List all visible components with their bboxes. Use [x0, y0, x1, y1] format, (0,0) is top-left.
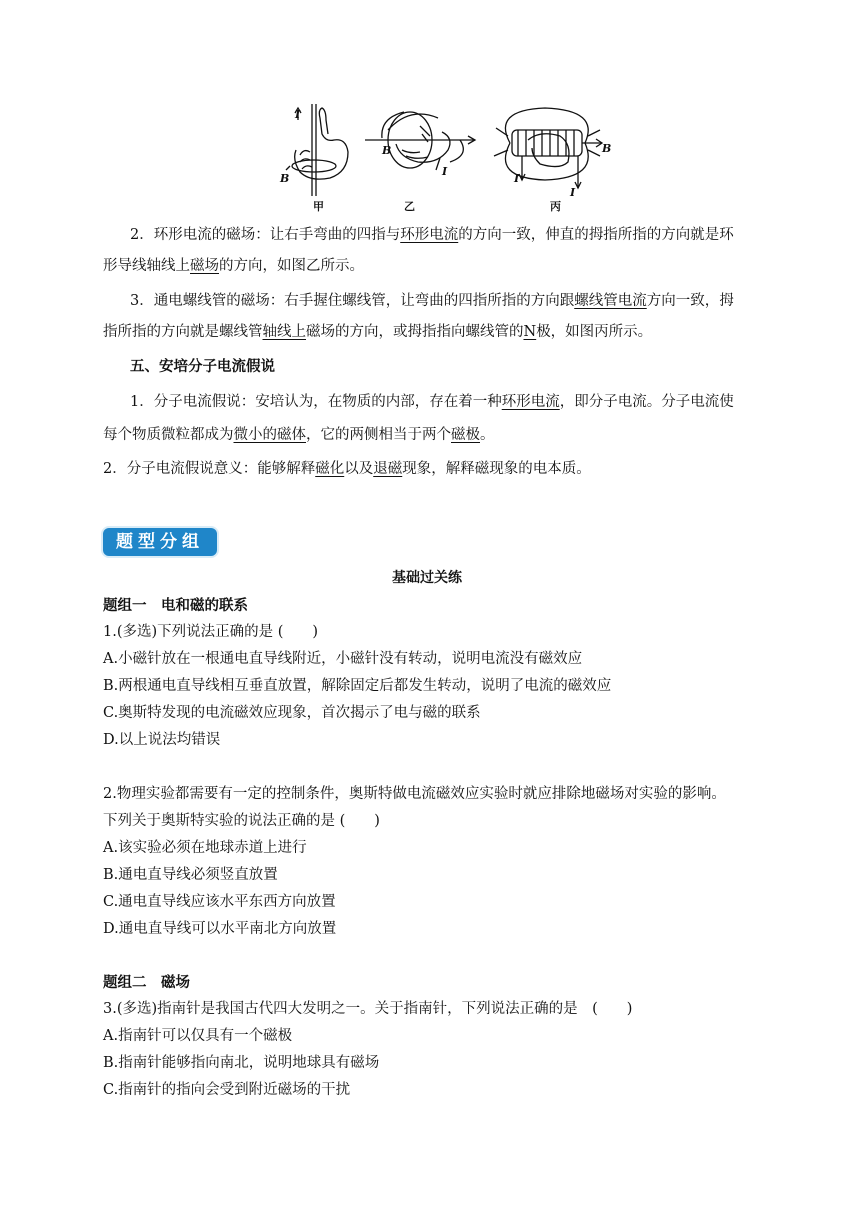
- q2-option-b: B.通电直导线必须竖直放置: [103, 867, 278, 883]
- q2-option-a: A.该实验必须在地球赤道上进行: [103, 840, 307, 856]
- q2-stem-line1: 2.物理实验都需要有一定的控制条件，奥斯特做电流磁效应实验时就应排除地磁场对实验的影响。: [103, 786, 726, 802]
- right-hand-rule-figure: [270, 100, 620, 215]
- blank-answer: 轴线上: [262, 324, 306, 340]
- text: 的方向一致，伸直的拇指所指的方向就是环: [458, 227, 734, 243]
- subtitle: 基础过关练: [392, 570, 462, 586]
- section-title-ampere: 五、安培分子电流假说: [130, 358, 275, 375]
- text: ，即分子电流。分子电流使: [559, 394, 734, 410]
- text: 以及: [344, 461, 374, 477]
- blank-answer: 磁场: [190, 258, 219, 274]
- text: 极，如图丙所示。: [536, 324, 653, 340]
- q2-option-d: D.通电直导线可以水平南北方向放置: [103, 921, 337, 937]
- blank-answer: 退磁: [373, 461, 403, 477]
- figure-label-yi: 乙: [404, 200, 415, 213]
- field-symbol-yi: B: [382, 144, 392, 157]
- para-solenoid-line2: [103, 322, 652, 342]
- text: 指所指的方向就是螺线管: [103, 324, 263, 340]
- para-ring-current-line2: [103, 256, 364, 276]
- q3-option-c: C.指南针的指向会受到附近磁场的干扰: [103, 1082, 351, 1098]
- q1-option-c: C.奥斯特发现的电流磁效应现象，首次揭示了电与磁的联系: [103, 705, 481, 721]
- group2-title: 题组二 磁场: [103, 974, 190, 991]
- field-symbol-bing: B: [602, 142, 612, 155]
- q1-option-b: B.两根通电直导线相互垂直放置，解除固定后都发生转动，说明了电流的磁效应: [103, 678, 612, 694]
- blank-answer: 磁极: [451, 427, 480, 443]
- blank-answer: 螺线管电流: [574, 293, 647, 309]
- para-ring-current-line1: [130, 225, 734, 245]
- para-solenoid-line1: [130, 291, 734, 311]
- text: 1．分子电流假说：安培认为，在物质的内部，存在着一种: [130, 394, 502, 410]
- blank-answer: 微小的磁体: [233, 427, 306, 443]
- q3-stem: 3.(多选)指南针是我国古代四大发明之一。关于指南针，下列说法正确的是 ( ): [103, 1001, 633, 1017]
- field-symbol-jia: B: [280, 172, 290, 185]
- q1-stem: 1.(多选)下列说法正确的是 ( ): [103, 624, 319, 640]
- blank-answer: 磁化: [315, 461, 345, 477]
- text: 每个物质微粒都成为: [103, 427, 234, 443]
- para-molecular-current-line2: [103, 425, 495, 445]
- text: 2．分子电流假说意义：能够解释: [103, 461, 316, 477]
- q1-option-d: D.以上说法均错误: [103, 732, 221, 748]
- group1-title: 题组一 电和磁的联系: [103, 597, 248, 614]
- text: 方向一致，拇: [646, 293, 734, 309]
- current-symbol-bing-1: I: [514, 172, 520, 185]
- blank-answer: 环形电流: [400, 227, 459, 243]
- blank-answer: 环形电流: [501, 394, 560, 410]
- text: 的方向，如图乙所示。: [219, 258, 364, 274]
- figure-label-bing: 丙: [550, 200, 561, 213]
- q2-stem-line2: 下列关于奥斯特实验的说法正确的是 ( ): [103, 813, 380, 829]
- current-symbol-yi: I: [442, 165, 448, 178]
- current-symbol-jia: I: [295, 108, 301, 121]
- para-molecular-current-line1: [130, 392, 734, 412]
- blank-answer: N: [523, 324, 537, 340]
- text: 2．环形电流的磁场：让右手弯曲的四指与: [130, 227, 401, 243]
- text: 磁场的方向，或拇指指向螺线管的: [306, 324, 524, 340]
- text: 现象，解释磁现象的电本质。: [402, 461, 591, 477]
- section-banner: 题型分组: [103, 528, 217, 556]
- text: ，它的两侧相当于两个: [306, 427, 451, 443]
- text: 形导线轴线上: [103, 258, 190, 274]
- current-symbol-bing-2: I: [570, 186, 576, 199]
- q3-option-b: B.指南针能够指向南北，说明地球具有磁场: [103, 1055, 380, 1071]
- q1-option-a: A.小磁针放在一根通电直导线附近，小磁针没有转动，说明电流没有磁效应: [103, 651, 583, 667]
- text: 。: [480, 427, 495, 443]
- figure-label-jia: 甲: [313, 200, 324, 213]
- para-molecular-significance: [103, 459, 591, 479]
- q3-option-a: A.指南针可以仅具有一个磁极: [103, 1028, 293, 1044]
- q2-option-c: C.通电直导线应该水平东西方向放置: [103, 894, 336, 910]
- text: 3．通电螺线管的磁场：右手握住螺线管，让弯曲的四指所指的方向跟: [130, 293, 575, 309]
